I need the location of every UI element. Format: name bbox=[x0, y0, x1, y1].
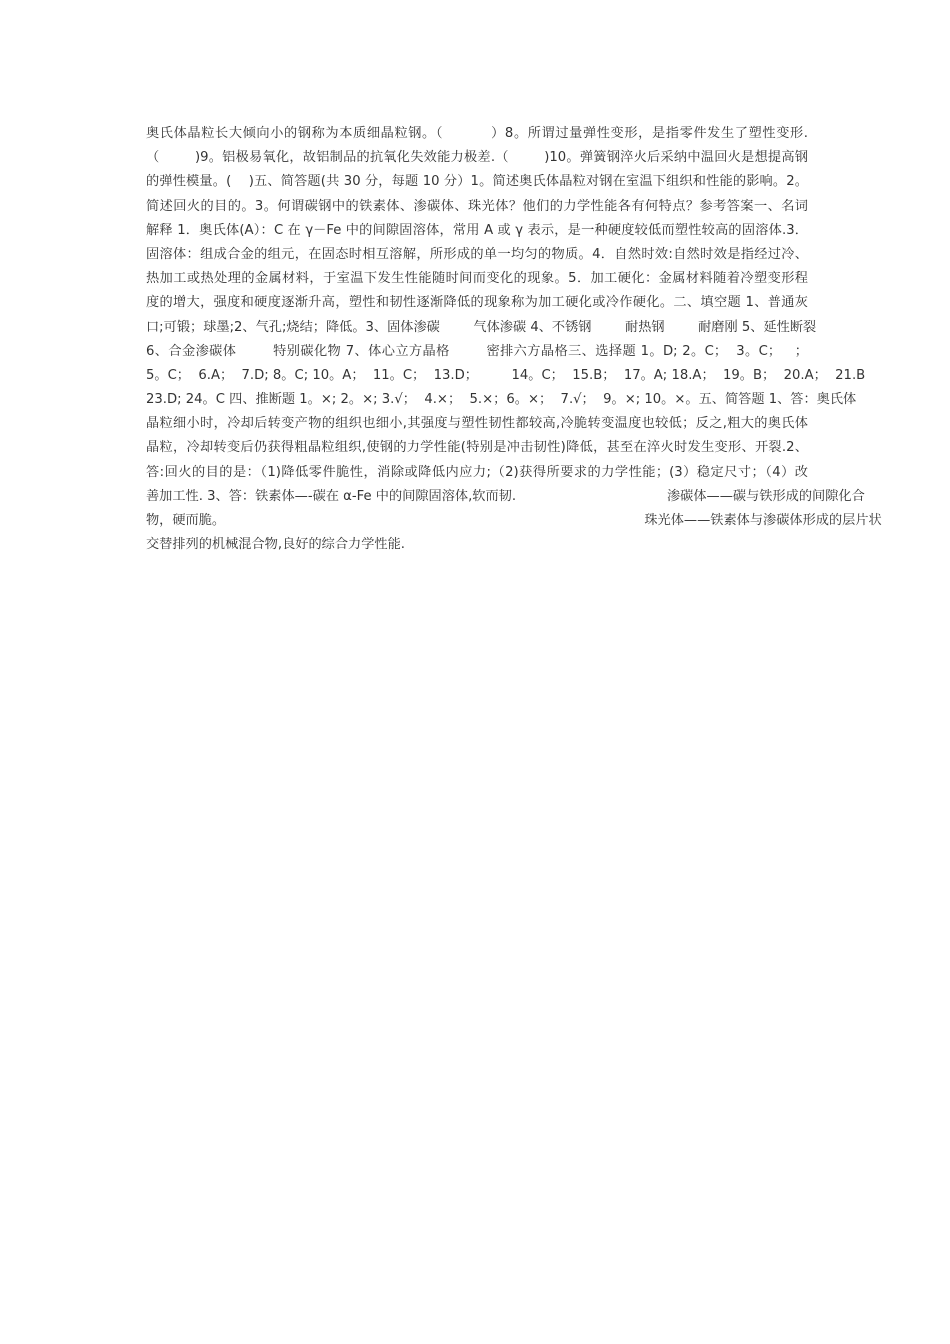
text-line-13: 晶粒细小时，冷却后转变产物的组织也细小,其强度与塑性韧性都较高,冷脆转变温度也较低；反之,粗大的奥氏体 bbox=[146, 416, 808, 432]
text-line-10: 6、合金渗碳体 特别碳化物 7、体心立方晶格 密排六方晶格三、选择题 1。D; 2。C； 3。C； ； bbox=[146, 343, 808, 359]
text-line-11: 5。C； 6.A； 7.D; 8。C; 10。A； 11。C； 13.D； 14。C； 15.B； 17。A; 18.A； 19。B； 20.A； 21.B bbox=[146, 367, 866, 383]
text-line-5: 解释 1．奥氏体(A）：C 在 γ－Fe 中的间隙固溶体，常用 A 或 γ 表示，是一种硬度较低而塑性较高的固溶体.3． bbox=[146, 222, 808, 238]
text-line-12: 23.D; 24。C 四、推断题 1。×; 2。×; 3.√； 4.×； 5.×；6。×； 7.√； 9。×; 10。×。五、简答题 1、答：奥氏体 bbox=[146, 392, 857, 408]
text-line-2: （ )9。铝极易氧化，故铝制品的抗氧化失效能力极差.（ )10。弹簧钢淬火后采纳中温回火是想提高钢 bbox=[146, 150, 808, 166]
text-line-6: 固溶体：组成合金的组元，在固态时相互溶解，所形成的单一均匀的物质。4．自然时效:自然时效是指经过冷、 bbox=[146, 246, 808, 262]
text-line-8: 度的增大，强度和硬度逐渐升高，塑性和韧性逐渐降低的现象称为加工硬化或冷作硬化。二、填空题 1、普通灰 bbox=[146, 295, 808, 311]
text-line-9: 口;可锻；球墨;2、气孔;烧结；降低。3、固体渗碳 气体渗碳 4、不锈钢 耐热钢 耐磨刚 5、延性断裂 bbox=[146, 319, 817, 335]
text-line-17: 物，硬而脆。 珠光体——铁素体与渗碳体形成的层片状 bbox=[146, 513, 882, 528]
text-line-1: 奥氏体晶粒长大倾向小的钢称为本质细晶粒钢。（ ）8。所谓过量弹性变形，是指零件发生了塑性变形. bbox=[146, 126, 808, 141]
text-line-7: 热加工或热处理的金属材料，于室温下发生性能随时间而变化的现象。5．加工硬化：金属材料随着冷塑变形程 bbox=[146, 271, 808, 287]
text-line-3: 的弹性模量。( )五、简答题(共 30 分，每题 10 分）1。简述奥氏体晶粒对钢在室温下组织和性能的影响。2。 bbox=[146, 174, 808, 190]
answer-text-block bbox=[146, 122, 882, 557]
text-line-4: 简述回火的目的。3。何谓碳钢中的铁素体、渗碳体、珠光体？他们的力学性能各有何特点？参考答案一、名词 bbox=[146, 198, 808, 214]
text-line-16: 善加工性. 3、答：铁素体—-碳在 α-Fe 中的间隙固溶体,软而韧. 渗碳体——碳与铁形成的间隙化合 bbox=[146, 488, 865, 504]
text-line-15: 答:回火的目的是：（1)降低零件脆性，消除或降低内应力;（2)获得所要求的力学性能；(3）稳定尺寸；（4）改 bbox=[146, 464, 808, 480]
text-line-18: 交替排列的机械混合物,良好的综合力学性能. bbox=[146, 537, 405, 553]
text-line-14: 晶粒，冷却转变后仍获得粗晶粒组织,使钢的力学性能(特别是冲击韧性)降低，甚至在淬火时发生变形、开裂.2、 bbox=[146, 440, 808, 456]
